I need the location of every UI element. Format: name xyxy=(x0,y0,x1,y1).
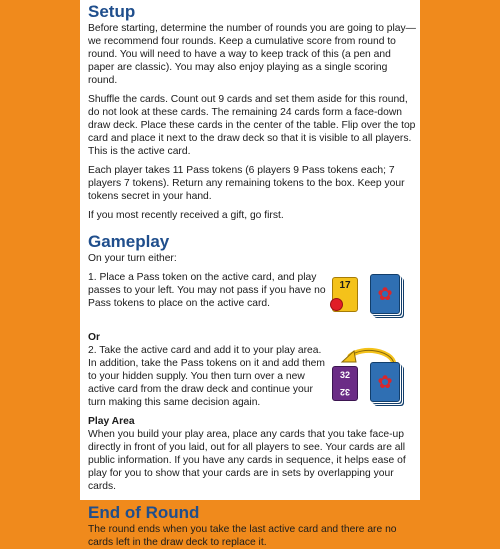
play-area-text: When you build your play area, place any cards that you take face-up directly in front of you laid, out for all players to see. Your cards are all public information. If you have any cards in sequence, it helps ease of play for you to show that your cards are in sets by overlapping your cards. xyxy=(88,429,406,492)
setup-paragraph-2: Shuffle the cards. Count out 9 cards and set them aside for this round, do not look at these cards. The remaining 24 cards form a face-down draw deck. Place these cards in the center of the table. Flip over the top card and place it next to the draw deck so that it is visible to all players. This is the active card. xyxy=(88,94,416,157)
setup-paragraph-3: Each player takes 11 Pass tokens (6 players 9 Pass tokens each; 7 players 7 tokens). Return any remaining tokens to the box. Keep your tokens secret in your hand. xyxy=(88,165,405,202)
option-1-row xyxy=(88,271,416,327)
end-of-round-heading: End of Round xyxy=(88,503,200,522)
setup-paragraph-1: Before starting, determine the number of rounds you are going to play—we recommend four rounds. Keep a cumulative score from round to round. You will need to have a way to keep track of this (a pen and paper are classic). You may also enjoy playing as a single scoring round. xyxy=(88,23,416,86)
or-label: Or xyxy=(88,332,101,343)
end-of-round-text: The round ends when you take the last active card and there are no cards left in the draw deck to replace it. xyxy=(88,524,397,548)
active-card-number-bottom: 32 xyxy=(340,387,351,397)
option-2-text: 2. Take the active card and add it to your play area. In addition, take the Pass tokens on it and add them to your hidden supply. You then turn over a new active card from the draw deck and continue your turn making this same decision again. xyxy=(88,345,325,408)
gift-bow-icon: ✿ xyxy=(377,284,393,304)
option-1-illustration xyxy=(326,271,416,327)
gift-bow-icon: ✿ xyxy=(377,372,393,392)
draw-deck xyxy=(370,274,400,314)
option-2-illustration xyxy=(326,344,416,410)
play-area-heading: Play Area xyxy=(88,416,135,427)
gameplay-heading: Gameplay xyxy=(88,232,170,251)
active-card-32 xyxy=(332,366,358,401)
rules-content xyxy=(88,2,416,549)
active-card-number: 17 xyxy=(339,280,351,291)
gameplay-intro: On your turn either: xyxy=(88,253,177,264)
setup-heading: Setup xyxy=(88,2,136,21)
pass-token-icon xyxy=(330,298,343,311)
option-1-text: 1. Place a Pass token on the active card, and play passes to your left. You may not pass if you have no Pass tokens to place on the active card. xyxy=(88,272,326,309)
setup-paragraph-4: If you most recently received a gift, go first. xyxy=(88,210,284,221)
option-2-row xyxy=(88,344,416,410)
active-card-number-top: 32 xyxy=(339,370,350,380)
draw-deck-2 xyxy=(370,362,400,402)
